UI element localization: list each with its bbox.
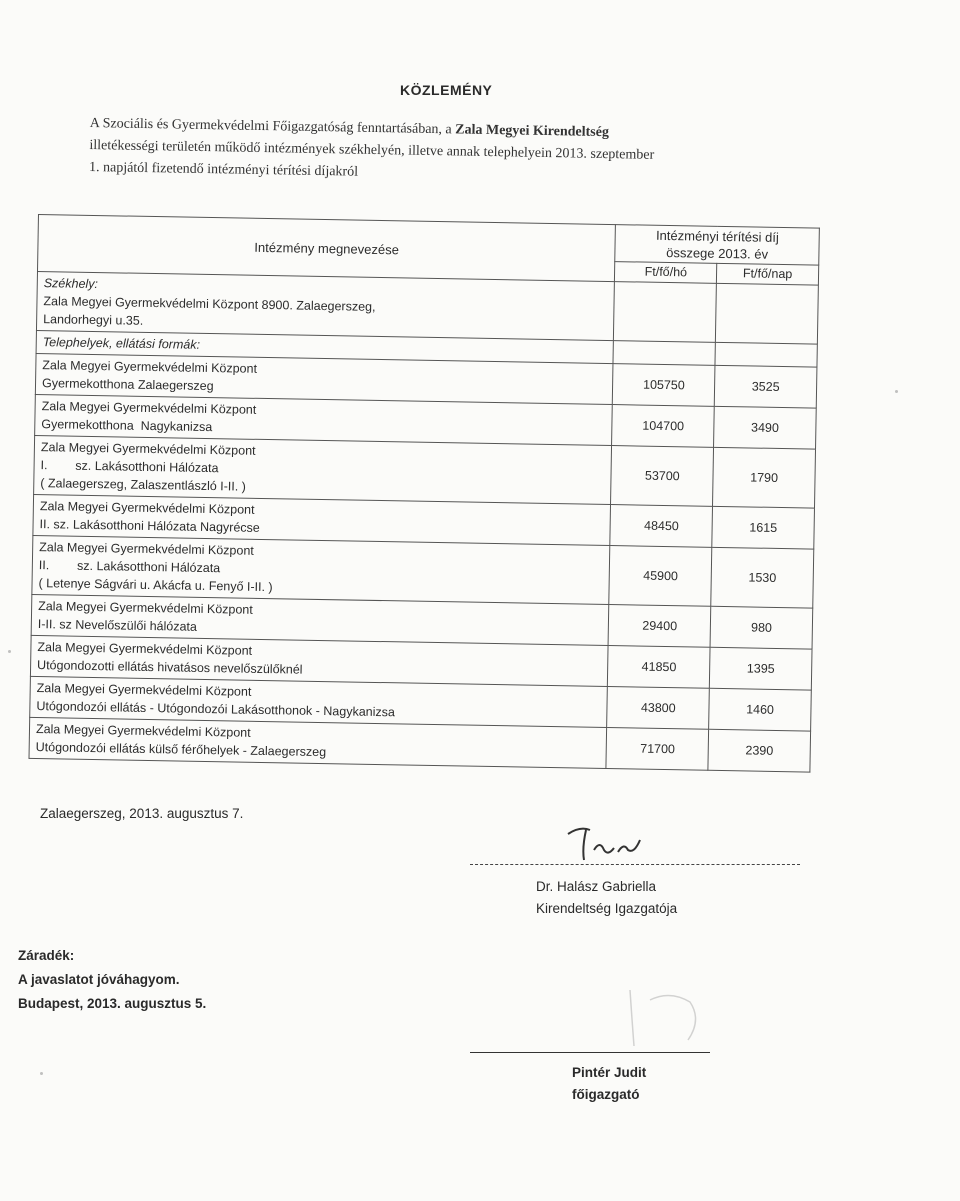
signature-line-2	[470, 1052, 710, 1053]
signer-2-name: Pintér Judit	[572, 1065, 647, 1080]
clause-text: A javaslatot jóváhagyom.	[18, 972, 180, 987]
seat-daily	[716, 283, 819, 344]
institution-line2: Utógondozói ellátás külső férőhelyek - Zalaegerszeg	[35, 740, 327, 760]
signer-1	[536, 876, 677, 920]
institution-line1: Zala Megyei Gyermekvédelmi Központ	[41, 399, 257, 417]
fee-table	[28, 214, 819, 773]
institution-name-cell	[34, 435, 612, 504]
institution-line2: II. sz. Lakásotthoni Hálózata	[38, 558, 221, 576]
monthly-fee-cell: 29400	[608, 605, 710, 648]
intro-office: Zala Megyei Kirendeltség	[455, 122, 610, 141]
daily-fee-cell: 1460	[709, 688, 811, 731]
institution-line1: Zala Megyei Gyermekvédelmi Központ	[36, 681, 252, 699]
institution-line2: Gyermekotthona Nagykanizsa	[41, 417, 213, 435]
institution-line1: Zala Megyei Gyermekvédelmi Központ	[38, 599, 253, 617]
scan-speck	[895, 390, 898, 393]
seat-address: Landorhegyi u.35.	[43, 312, 144, 328]
seat-monthly	[614, 282, 717, 343]
institution-name-cell	[32, 535, 610, 604]
institution-line1: Zala Megyei Gyermekvédelmi Központ	[40, 440, 256, 458]
fee-table-wrapper	[28, 214, 819, 773]
clause-label: Záradék:	[18, 948, 75, 963]
intro-paragraph	[89, 113, 830, 192]
institution-line1: Zala Megyei Gyermekvédelmi Központ	[39, 540, 254, 558]
institution-line2: I. sz. Lakásotthoni Hálózata	[40, 458, 219, 476]
unit-month-header: Ft/fő/hó	[615, 262, 717, 284]
monthly-fee-cell: 105750	[613, 364, 715, 407]
monthly-fee-cell: 41850	[608, 646, 710, 689]
clause-place-date: Budapest, 2013. augusztus 5.	[18, 996, 207, 1011]
seat-cell	[36, 271, 614, 340]
monthly-fee-cell: 43800	[607, 687, 709, 730]
institution-line2: Utógondozói ellátás - Utógondozói Lakásotthonok - Nagykanizsa	[36, 699, 396, 720]
institution-line2: Utógondozotti ellátás hivatásos nevelőszülőknél	[37, 658, 303, 677]
monthly-fee-cell: 53700	[611, 446, 714, 507]
daily-fee-cell: 1530	[711, 547, 814, 608]
institution-line2: Gyermekotthona Zalaegerszeg	[41, 376, 214, 394]
handwritten-signature-1	[560, 820, 650, 864]
daily-fee-cell: 1790	[713, 447, 816, 508]
signer-2-role: főigazgató	[572, 1087, 640, 1102]
daily-fee-cell: 980	[710, 606, 812, 649]
daily-fee-cell: 2390	[708, 729, 810, 772]
institution-line1: Zala Megyei Gyermekvédelmi Központ	[42, 358, 258, 376]
unit-day-header: Ft/fő/nap	[717, 263, 819, 285]
institution-line1: Zala Megyei Gyermekvédelmi Központ	[37, 640, 253, 658]
document-date: Zalaegerszeg, 2013. augusztus 7.	[40, 806, 244, 821]
monthly-fee-cell: 71700	[606, 728, 708, 771]
daily-fee-cell: 1395	[710, 647, 812, 690]
intro-line-2: illetékességi területén működő intézmények székhelyén, illetve annak telephelyein 2013. szeptember	[89, 137, 655, 163]
seat-name: Zala Megyei Gyermekvédelmi Központ 8900. Zalaegerszeg,	[43, 294, 376, 314]
monthly-fee-cell: 104700	[612, 405, 714, 448]
table-header-row	[38, 215, 820, 266]
approval-clause	[18, 944, 206, 1016]
signer-1-name: Dr. Halász Gabriella	[536, 879, 657, 894]
daily-fee-cell: 1615	[712, 506, 814, 549]
fee-rows	[29, 353, 817, 772]
sites-daily	[715, 342, 817, 367]
intro-text: A Szociális és Gyermekvédelmi Főigazgatóság fenntartásában, a	[89, 115, 456, 138]
scan-speck	[40, 1072, 43, 1075]
institution-line3: ( Zalaegerszeg, Zalaszentlászló I-II. )	[40, 476, 247, 494]
institution-line1: Zala Megyei Gyermekvédelmi Központ	[35, 722, 251, 740]
intro-line-3: 1. napjától fizetendő intézményi térítési díjakról	[88, 159, 359, 180]
fee-header-line-2: összege 2013. év	[666, 244, 769, 262]
institution-line1: Zala Megyei Gyermekvédelmi Központ	[39, 499, 255, 517]
institution-name-header: Intézmény megnevezése	[37, 215, 615, 282]
sites-monthly	[613, 341, 715, 366]
scan-speck	[8, 650, 11, 653]
signer-1-role: Kirendeltség Igazgatója	[536, 901, 678, 916]
fee-header-line-1: Intézményi térítési díj	[655, 227, 779, 245]
signature-line-1	[470, 864, 800, 865]
institution-line2: II. sz. Lakásotthoni Hálózata Nagyrécse	[39, 517, 260, 535]
institution-name-cell	[29, 717, 607, 768]
fee-header	[615, 225, 819, 265]
daily-fee-cell: 3490	[714, 406, 816, 449]
daily-fee-cell: 3525	[714, 365, 816, 408]
document-title: KÖZLEMÉNY	[400, 82, 493, 98]
monthly-fee-cell: 45900	[609, 546, 712, 607]
seat-label: Székhely:	[43, 276, 99, 292]
faded-stamp-icon	[610, 980, 720, 1050]
institution-line2: I-II. sz Nevelőszülői hálózata	[37, 617, 198, 634]
monthly-fee-cell: 48450	[610, 505, 712, 548]
sites-label: Telephelyek, ellátási formák:	[36, 330, 614, 363]
institution-line3: ( Letenye Ságvári u. Akácfa u. Fenyő I-II. )	[38, 576, 273, 595]
signer-2	[572, 1062, 646, 1106]
